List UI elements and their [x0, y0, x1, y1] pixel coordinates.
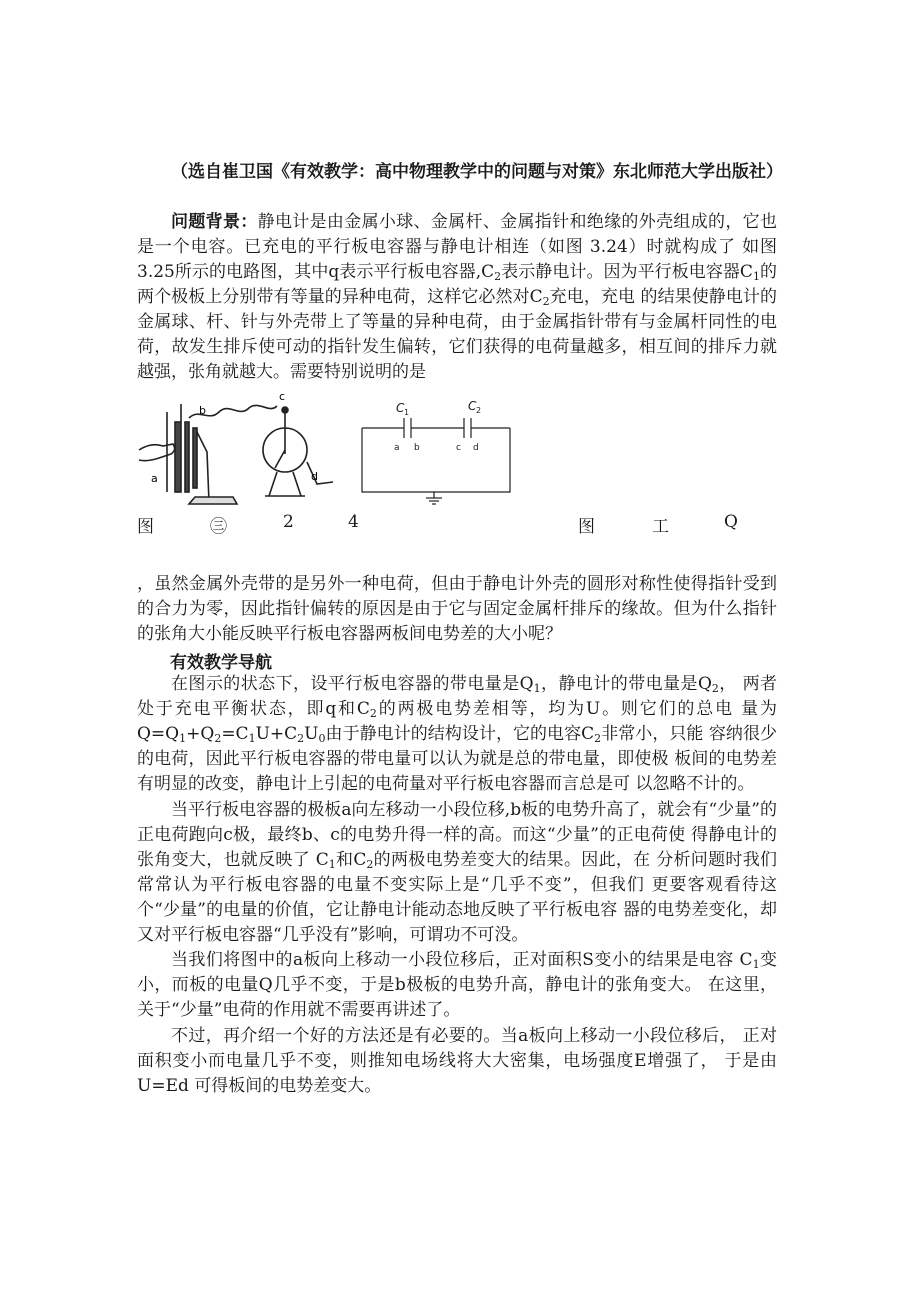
navigation-paragraph-1 [137, 672, 777, 797]
label-d: d [473, 443, 479, 453]
sub-2: 2 [214, 732, 222, 745]
electroscope-apparatus-figure [137, 392, 337, 507]
caption-fig-2: 图 [578, 517, 595, 537]
stand-base [189, 497, 237, 504]
sub-2: 2 [366, 858, 374, 871]
after-figure-text: ，虽然金属外壳带的是另外一种电荷，但由于静电计外壳的圆形对称性使得指针受到的合力为零，因此指针偏转的原因是由于它与固定金属杆排斥的缘故。但为什么指针的张角大小能反映平行板电容器两板间电势差的大小呢？ [137, 574, 777, 644]
sub-2: 2 [594, 732, 602, 745]
nav-p1-b: ，静电计的带电量是Q [540, 674, 712, 694]
background-label: 问题背景： [171, 212, 258, 232]
label-b: b [414, 443, 420, 453]
nav-p1-a: 在图示的状态下，设平行板电容器的带电量是Q [171, 674, 534, 694]
label-c: c [456, 443, 461, 453]
sub-1: 1 [533, 682, 541, 695]
sub-1: 1 [248, 732, 256, 745]
nav-p1-j: 非常小，只能 容纳很少的电荷，因此平行板电容器的带电量可以认为就是总的带电量，即使极 板间的电势差有明显的改变，静电计上引起的电荷量对平行板电容器而言总是可 以忽略不计的。 [137, 724, 777, 794]
apparatus-label-d: d [311, 470, 318, 483]
label-a: a [394, 443, 400, 453]
sub-1: 1 [752, 958, 760, 971]
capacitor-plate-c [193, 428, 197, 488]
sub-1: 1 [752, 270, 760, 283]
hand-shape [139, 444, 175, 461]
caption-circled: ㊂ [210, 517, 227, 537]
sub-2: 2 [711, 682, 719, 695]
nav-p2-a: 当平行板电容器的极板a向左移动一小段位移,b板的电势升高了，就会有“少量”的正电荷跑向c极，最终b、c的电势升得一样的高。而这“少量”的正电荷使 得静电计的张角变大，也就反映了 C [137, 800, 777, 870]
label-c2-sub: 2 [476, 406, 482, 415]
source-citation [137, 160, 783, 185]
background-paragraph [137, 210, 777, 385]
nav-p1-c: ， 两者处于充电平衡状态，即q和C [137, 674, 778, 719]
electroscope-ball [282, 407, 288, 413]
nav-p1-e: +Q [186, 724, 215, 744]
apparatus-label-b: b [199, 404, 206, 417]
stand-pole [197, 432, 209, 502]
nav-p4: 不过，再介绍一个好的方法还是有必要的。当a板向上移动一小段位移后， 正对面积变小而电量几乎不变，则推知电场线将大大密集，电场强度E增强了， 于是由 U=Ed 可得板间的电势差变大。 [137, 1026, 777, 1096]
sub-2: 2 [369, 707, 377, 720]
sub-0: 0 [318, 732, 326, 745]
navigation-paragraph-3 [137, 948, 777, 1023]
navigation-paragraph-2 [137, 798, 777, 948]
navigation-paragraph-4 [137, 1024, 777, 1099]
apparatus-label-c: c [279, 392, 286, 403]
nav-p3-b: 变小，而板的电量Q几乎不变，于是b极板的电势升高，静电计的张角变大。 在这里，关于“少量”电荷的作用就不需要再讲述了。 [137, 950, 778, 1020]
electroscope-needle [275, 450, 285, 468]
sub-1: 1 [328, 858, 336, 871]
source-text: （选自崔卫国《有效教学：高中物理教学中的问题与对策》东北师范大学出版社） [171, 162, 783, 182]
background-text-1: 静电计是由金属小球、金属杆、金属指针和绝缘的外壳组成的，它也是一个电容。已充电的平行板电容器与静电计相连（如图 3.24）时就构成了 如图3.25所示的电路图，其中q表示平行板电容器,C [137, 212, 778, 282]
caption-gong: 工 [652, 517, 669, 537]
sub-2: 2 [542, 295, 550, 308]
capacitor-plate-a [175, 422, 181, 492]
nav-p3-a: 当我们将图中的a板向上移动一小段位移后，正对面积S变小的结果是电容 C [171, 950, 753, 970]
sub-2: 2 [297, 732, 305, 745]
caption-q: Q [724, 512, 738, 532]
after-figure-paragraph [137, 572, 777, 647]
capacitor-plate-b [185, 422, 189, 492]
apparatus-label-a: a [151, 472, 158, 485]
nav-p1-h: U [304, 724, 319, 744]
electroscope-legs [265, 472, 305, 496]
caption-fig: 图 [137, 517, 154, 537]
circuit-outer-wire [362, 428, 510, 492]
nav-p2-b: 和C [335, 850, 367, 870]
background-text-2: 表示静电计。因为平行板电容器C [501, 262, 753, 282]
navigation-heading: 有效教学导航 [170, 653, 272, 673]
sub-2: 2 [494, 270, 502, 283]
label-c1: C [396, 401, 405, 415]
background-text-3: 的两个极板上分别带有等量的异种电荷，这样它必然对C [137, 262, 777, 307]
nav-p1-g: U+C [255, 724, 298, 744]
sub-1: 1 [179, 732, 187, 745]
nav-p1-f: =C [221, 724, 249, 744]
circuit-diagram-figure [358, 392, 518, 507]
label-c1-sub: 1 [404, 408, 410, 417]
label-c2: C [468, 399, 477, 413]
nav-p2-c: 的两极电势差变大的结果。因此，在 分析问题时我们常常认为平行板电容器的电量不变实际上是“几乎不变”，但我们 更要客观看待这个“少量”的电量的价值，它让静电计能动态地反映了平行板电容 器的电势差变化，却又对平行板电容器“几乎没有”影响，可谓功不可没。 [137, 850, 777, 945]
caption-num-2: 2 [283, 512, 294, 532]
nav-p1-i: 由于静电计的结构设计，它的电容C [325, 724, 595, 744]
background-text-4: 充电，充电 的结果使静电计的金属球、杆、针与外壳带上了等量的异种电荷，由于金属指针带有与金属杆同性的电荷，故发生排斥使可动的指针发生偏转，它们获得的电荷量越多，相互间的排斥力就越强，张角就越大。需要特别说明的是 [137, 287, 777, 382]
caption-num-4: 4 [348, 512, 359, 532]
nav-p1-d: 的两极电势差相等，均为U。则它们的总电 量为Q=Q [137, 699, 777, 744]
